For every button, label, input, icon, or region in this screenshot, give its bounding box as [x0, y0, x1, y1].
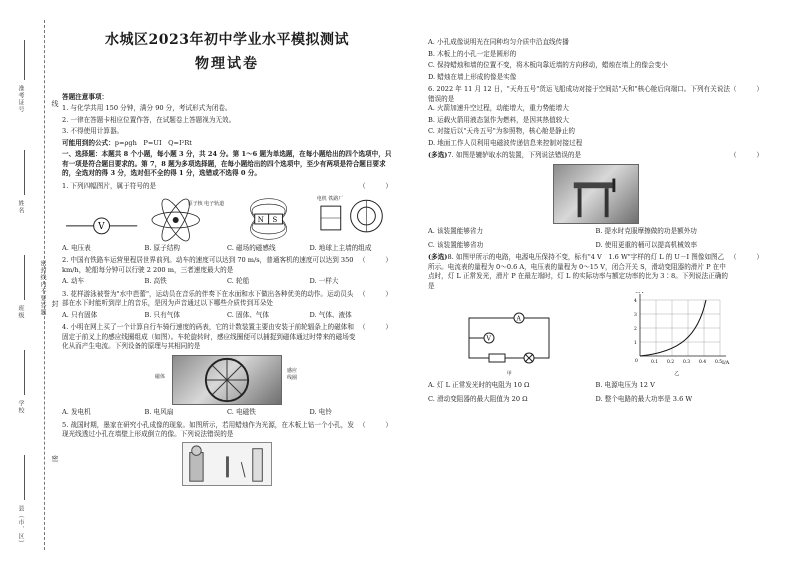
u-i-graph [622, 292, 732, 368]
x-tick-label: 0.5 [714, 359, 722, 365]
option-b: B. 运载火箭用液态氢作为燃料，是因其热值较大 [428, 115, 569, 124]
question-6 [428, 85, 763, 148]
option-b: B. 高铁 [144, 277, 167, 286]
class-label: 班级 [17, 305, 24, 319]
circuit-diagram [459, 308, 559, 368]
option-d: D. 一样大 [309, 277, 339, 286]
option-a: A. 该装置能够省力 [428, 227, 484, 236]
name-blank [24, 150, 25, 195]
option-b: B. 木板上的小孔一定是圆形的 [428, 49, 517, 58]
earth-composition-figure [313, 196, 392, 242]
left-column [62, 0, 392, 486]
note-item: 1. 与化学共用 150 分钟，满分 90 分，考试形式为闭卷。 [62, 104, 232, 113]
question-2 [62, 256, 392, 287]
option-b: B. 电源电压为 12 V [595, 381, 655, 390]
question-stem: 5. 战国时期，墨家在研究小孔成像的现象。如图所示，若用蜡烛作为光源，在木板上钻一个小孔，发现光线透过小孔在墙壁上形成倒立的像。下列说法错误的是 [62, 420, 354, 439]
option-a: A. 火箭加速升空过程，动能增大，重力势能增大 [428, 104, 569, 113]
option-d: D. 蜡烛在墙上形成的像是实像 [428, 72, 517, 81]
q1-figures [62, 196, 392, 242]
y-tick-label: 3 [633, 312, 637, 318]
option-d: D. 使用更重的桶可以提高机械效率 [595, 240, 698, 249]
answer-bracket: （ ） [359, 181, 392, 190]
option-b: B. 电风扇 [144, 407, 174, 416]
notes-heading: 答题注意事项： [62, 92, 109, 101]
option-c: C. 电磁铁 [227, 407, 256, 416]
exam-title: 水城区2023年初中学业水平模拟测试 [105, 32, 349, 48]
seal-notice: 密封线内不要答题 [39, 260, 46, 316]
question-stem: 1. 下列四幅图片，属于符号的是 [62, 181, 157, 190]
atom-structure-figure [146, 196, 225, 242]
fig-label-a: 甲 [506, 371, 512, 378]
question-stem: 2. 中国有铁路车运营里程居世界前列。动车的速度可以达到 70 m/s，普通客机的速度可以达到 350 km/h，轮船每分钟可以行驶 2 200 m，三者速度最大的是 [62, 256, 354, 274]
option-a: A. 灯 L 正常发光时的电阻为 10 Ω [428, 381, 530, 390]
right-column [428, 38, 763, 404]
question-4 [62, 323, 392, 417]
formulas: p=ρgh P=UI Q=I²Rt [114, 138, 192, 147]
question-1 [62, 182, 392, 253]
answer-bracket: （ ） [730, 151, 763, 160]
school-blank [24, 350, 25, 395]
answer-bracket: （ ） [359, 256, 392, 265]
svg-text:N: N [257, 215, 264, 224]
option-b: B. 提水时克服摩擦做的功是额外功 [595, 227, 697, 236]
option-b: B. 只有气体 [144, 310, 180, 319]
name-label: 姓名 [17, 200, 24, 214]
answer-bracket: （ ） [359, 323, 392, 332]
y-tick-label: 4 [633, 298, 637, 304]
close-mark: 密 [51, 455, 59, 463]
x-tick-label: 0.3 [682, 359, 690, 365]
y-axis-label: U/V [634, 291, 645, 295]
option-c: C. 磁场的磁感线 [227, 243, 276, 252]
section1-intro: 一、选择题：本题共 8 个小题，每小题 3 分，共 24 分。第 1～6 题为单选题，在每小题给出的四个选项中，只有一项是符合题目要求的。第 7，8 题为多项选择题，在每小题给出的四个选项中，至少有两项是符合题目要求的，全选对的得 3 分，选对但不全的得 1 分，选错或不选得 0 分。 [62, 150, 392, 178]
origin-label: 0 [634, 358, 638, 364]
voltmeter-symbol-figure [62, 196, 141, 242]
option-c: C. 该装置能够省功 [428, 240, 484, 249]
line-mark: 线 [51, 100, 59, 108]
exam-no-blank [24, 40, 25, 80]
option-c: C. 固体、气体 [227, 310, 269, 319]
exam-subtitle: 物理试卷 [195, 56, 259, 73]
pinhole-illustration [182, 442, 272, 486]
seal-mark: 封 [51, 300, 59, 308]
multi-choice-tag: (多选) [428, 151, 448, 160]
option-d: D. 地球上主墙的组成 [309, 243, 372, 252]
coil-label: 感应线圈 [287, 367, 298, 382]
question-stem: 8. 如图甲所示的电路，电源电压保持不变，标有"4 V 1.6 W"字样的灯 L 的 U－I 图像如图乙所示。电流表的量程为 0～0.6 A，电压表的量程为 0～15 V，闭合开关 S，滑动变阻器的滑片 P 在中点时，灯 L 正常发光，滑片 P 在最左端时，灯 L 的实际功率与额定功率的比为 3∶8。下列说法正确的是 [428, 253, 729, 290]
magnetic-field-figure [229, 196, 308, 242]
earth-label: 电机 铁路厂 [316, 195, 344, 202]
option-c: C. 轮船 [227, 277, 250, 286]
bike-wheel-photo [155, 355, 298, 405]
svg-text:V: V [486, 335, 492, 342]
answer-bracket: （ ） [359, 289, 392, 298]
svg-text:S: S [272, 215, 278, 224]
option-d: D. 地面工作人员利用电磁波传递信息来控制对接过程 [428, 138, 583, 147]
x-tick-label: 0.2 [666, 359, 674, 365]
question-stem: 4. 小明在网上买了一个计算自行车骑行速度的码表，它的计数装置主要由安装于前轮辐条上的磁体和固定于前叉上的感应线圈组成（如图）。车轮旋转时，感应线圈便可以捕捉到磁体通过时带来的磁场变化从而产生电流。下列设备的原理与其相同的是 [62, 323, 356, 351]
county-label: 县（市、区） [17, 505, 24, 547]
fig-label-b: 乙 [674, 371, 680, 378]
option-a: A. 发电机 [62, 407, 91, 416]
question-7 [428, 151, 763, 250]
magnet-label: 磁体 [155, 373, 166, 380]
question-stem: 6. 2022 年 11 月 12 日，"天舟五号"货运飞船成功对接于空间站"天和"核心舱后向端口。下列有关说法错误的是 [428, 85, 730, 103]
question-stem: 7. 如图是辘轳取水的装置，下列说法错误的是 [447, 151, 582, 160]
option-d: D. 气体、液体 [309, 310, 352, 319]
question-8 [428, 253, 763, 404]
option-a: A. 动车 [62, 277, 85, 286]
atom-label: 原子核 电子轨道 [187, 200, 225, 207]
class-blank [24, 255, 25, 300]
note-item: 3. 不得使用计算器。 [62, 127, 124, 136]
question-3 [62, 290, 392, 321]
option-c: C. 对接后以"天舟五号"为参照物，核心舱是静止的 [428, 127, 575, 136]
graph-figure-container [622, 292, 732, 379]
answer-bracket: （ ） [730, 253, 763, 262]
option-d: D. 电铃 [309, 407, 332, 416]
option-a: A. 小孔成像说明光在同种均匀介质中沿直线传播 [428, 38, 569, 46]
svg-text:V: V [98, 221, 105, 232]
binding-strip [0, 0, 60, 565]
option-a: A. 电压表 [62, 243, 91, 252]
answer-bracket: （ ） [730, 85, 763, 94]
windlass-photo [553, 164, 639, 224]
question-5 [62, 421, 392, 486]
x-tick-label: 0.1 [650, 359, 658, 365]
x-axis-label: I/A [721, 359, 730, 366]
svg-text:A: A [516, 315, 522, 322]
option-d: D. 整个电路的最大功率是 3.6 W [595, 394, 693, 403]
school-label: 学校 [17, 400, 24, 414]
note-item: 2. 一律在答题卡相应位置作答，在试题卷上答题视为无效。 [62, 115, 236, 124]
option-c: C. 滑动变阻器的最大阻值为 20 Ω [428, 394, 528, 403]
option-a: A. 只有固体 [62, 310, 98, 319]
circuit-figure-container [459, 308, 559, 379]
exam-no-label: 准考证号 [17, 85, 24, 113]
multi-choice-tag: (多选) [428, 253, 448, 262]
question-stem: 3. 花样游泳被誉为"水中芭蕾"，运动员在音乐的伴奏下在水面和水下做出各种优美的动作。运动员头部在水下时能听到岸上的音乐，是因为声音通过以下哪些介质传到耳朵处 [62, 289, 354, 308]
y-tick-label: 2 [633, 326, 637, 332]
option-b: B. 原子结构 [144, 243, 180, 252]
formula-label: 可能用到的公式： [62, 138, 115, 147]
answer-bracket: （ ） [359, 420, 392, 429]
county-blank [24, 455, 25, 500]
y-tick-label: 1 [633, 340, 637, 346]
question-5-options [428, 38, 763, 82]
option-c: C. 保持蜡烛和墙的位置不变，将木板向靠近墙的方向移动，蜡烛在墙上的像会变小 [428, 61, 668, 70]
x-tick-label: 0.4 [698, 359, 706, 365]
